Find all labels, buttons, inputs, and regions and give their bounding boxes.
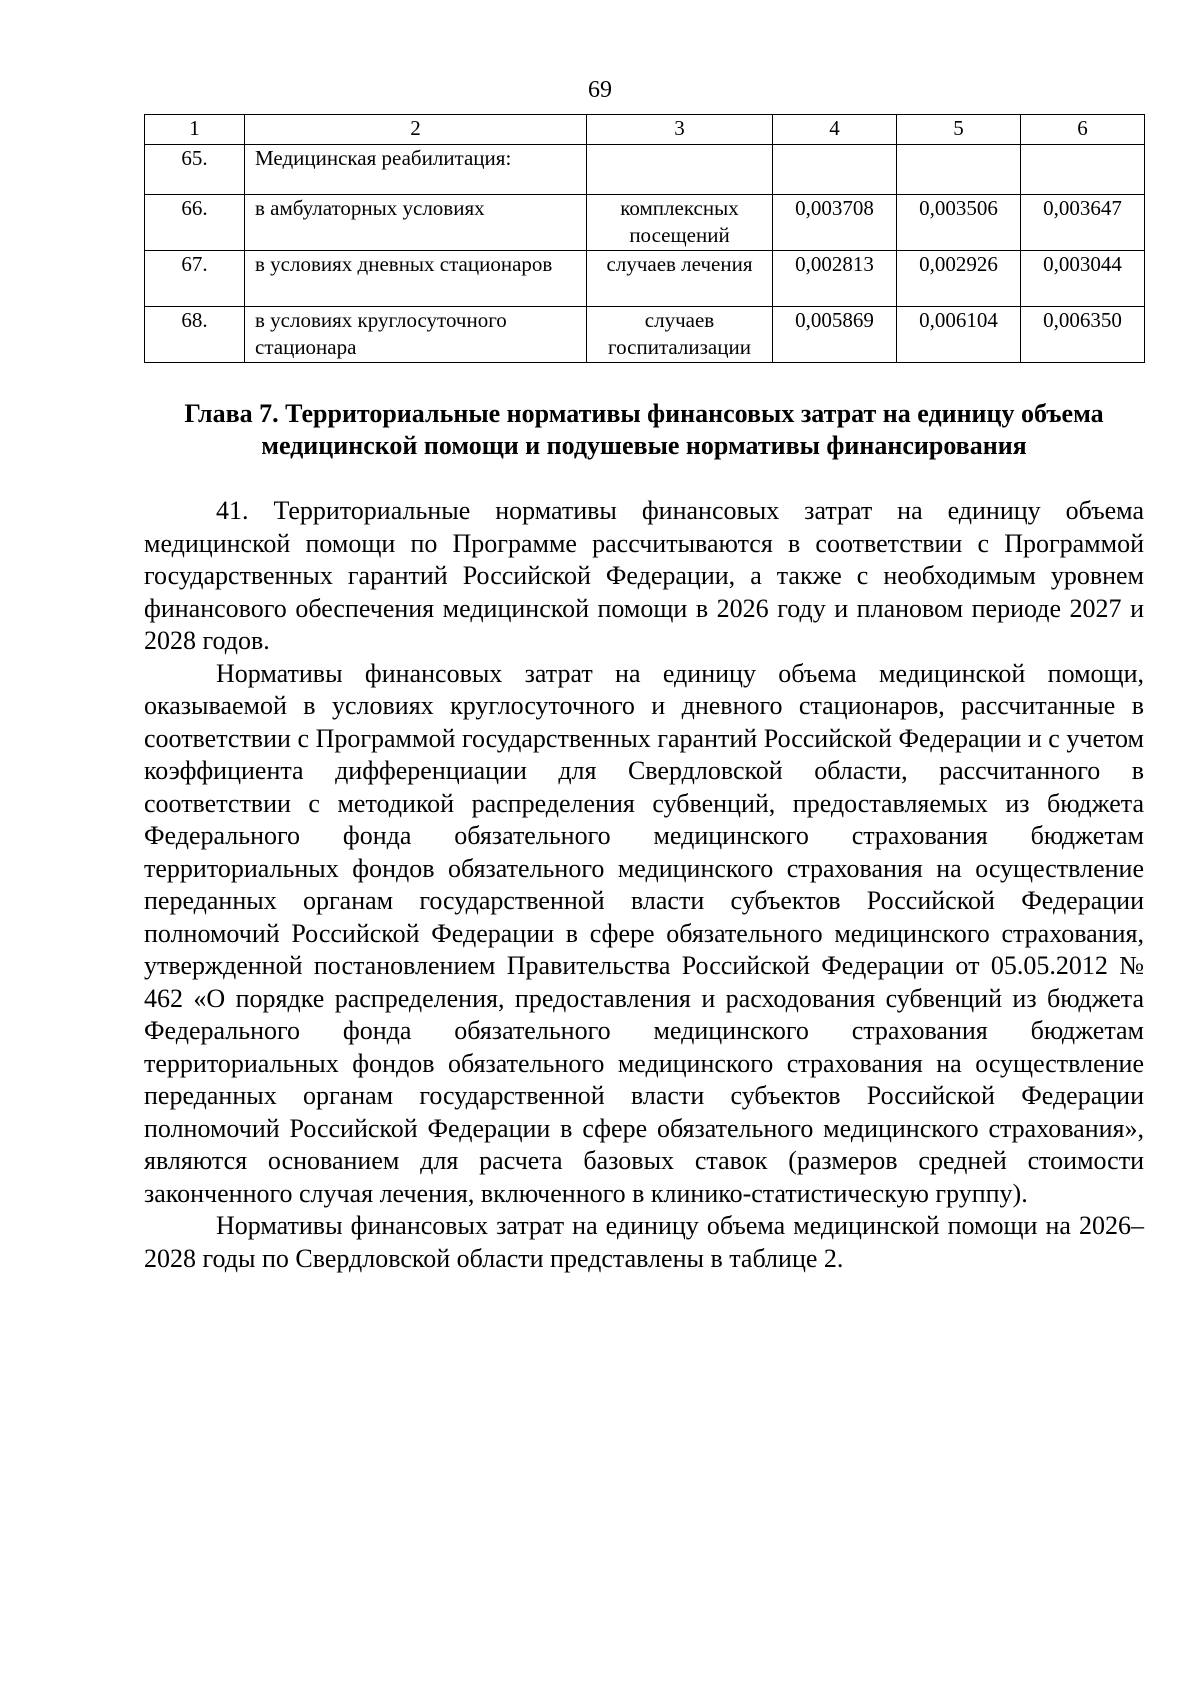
page-number: 69	[588, 77, 612, 103]
column-header: 4	[773, 115, 897, 145]
row-value-cell: 0,002813	[773, 251, 897, 307]
row-number-cell: 68.	[145, 307, 245, 363]
row-value-cell: 0,003506	[897, 195, 1021, 251]
row-number-cell: 67.	[145, 251, 245, 307]
table-row	[145, 195, 1145, 251]
norms-table	[144, 114, 1145, 363]
column-header: 5	[897, 115, 1021, 145]
body-text	[144, 495, 1144, 1275]
row-value-cell	[897, 145, 1021, 195]
row-unit-cell: случаев лечения	[587, 251, 773, 307]
column-header: 2	[245, 115, 587, 145]
row-value-cell: 0,006350	[1021, 307, 1145, 363]
row-value-cell: 0,003044	[1021, 251, 1145, 307]
table-row	[145, 145, 1145, 195]
paragraph: Нормативы финансовых затрат на единицу объема медицинской помощи, оказываемой в условиях круглосуточного и дневного стационаров, рассчитанные в соответствии с Программой государственных гарантий Российской Федерации и с учетом коэффициента дифференциации для Свердловской области, рассчитанного в соответствии с методикой распределения субвенций, предоставляемых из бюджета Федерального фонда обязательного медицинского страхования бюджетам территориальных фондов обязательного медицинского страхования на осуществление переданных органам государственной власти субъектов Российской Федерации полномочий Российской Федерации в сфере обязательного медицинского страхования, утвержденной постановлением Правительства Российской Федерации от 05.05.2012 № 462 «О порядке распределения, предоставления и расходования субвенций из бюджета Федерального фонда обязательного медицинского страхования бюджетам территориальных фондов обязательного медицинского страхования на осуществление переданных органам государственной власти субъектов Российской Федерации полномочий Российской Федерации в сфере обязательного медицинского страхования», являются основанием для расчета базовых ставок (размеров средней стоимости законченного случая лечения, включенного в клинико-статистическую группу).	[144, 658, 1144, 1208]
row-value-cell	[1021, 145, 1145, 195]
row-value-cell: 0,003647	[1021, 195, 1145, 251]
row-value-cell: 0,006104	[897, 307, 1021, 363]
row-name-cell: в условиях круглосуточного стационара	[245, 307, 587, 363]
row-name-cell: Медицинская реабилитация:	[245, 145, 587, 195]
row-value-cell: 0,005869	[773, 307, 897, 363]
paragraph: 41. Территориальные нормативы финансовых затрат на единицу объема медицинской помощи по Программе рассчитываются в соответствии с Программой государственных гарантий Российской Федерации, а также с необходимым уровнем финансового обеспечения медицинской помощи в 2026 году и плановом периоде 2027 и 2028 годов.	[144, 496, 1144, 655]
table-header-row	[145, 115, 1145, 145]
column-header: 3	[587, 115, 773, 145]
table-row	[145, 307, 1145, 363]
row-value-cell	[773, 145, 897, 195]
paragraph: Нормативы финансовых затрат на единицу объема медицинской помощи на 2026–2028 годы по Свердловской области представлены в таблице 2.	[144, 1211, 1144, 1273]
column-header: 6	[1021, 115, 1145, 145]
row-name-cell: в условиях дневных стационаров	[245, 251, 587, 307]
row-number-cell: 65.	[145, 145, 245, 195]
table-row	[145, 251, 1145, 307]
row-unit-cell: комплексных посещений	[587, 195, 773, 251]
row-value-cell: 0,003708	[773, 195, 897, 251]
column-header: 1	[145, 115, 245, 145]
chapter-heading: Глава 7. Территориальные нормативы финансовых затрат на единицу объема медицинской помощи и подушевые нормативы финансирования	[184, 399, 1104, 460]
row-unit-cell	[587, 145, 773, 195]
row-number-cell: 66.	[145, 195, 245, 251]
row-unit-cell: случаев госпитализации	[587, 307, 773, 363]
row-value-cell: 0,002926	[897, 251, 1021, 307]
row-name-cell: в амбулаторных условиях	[245, 195, 587, 251]
